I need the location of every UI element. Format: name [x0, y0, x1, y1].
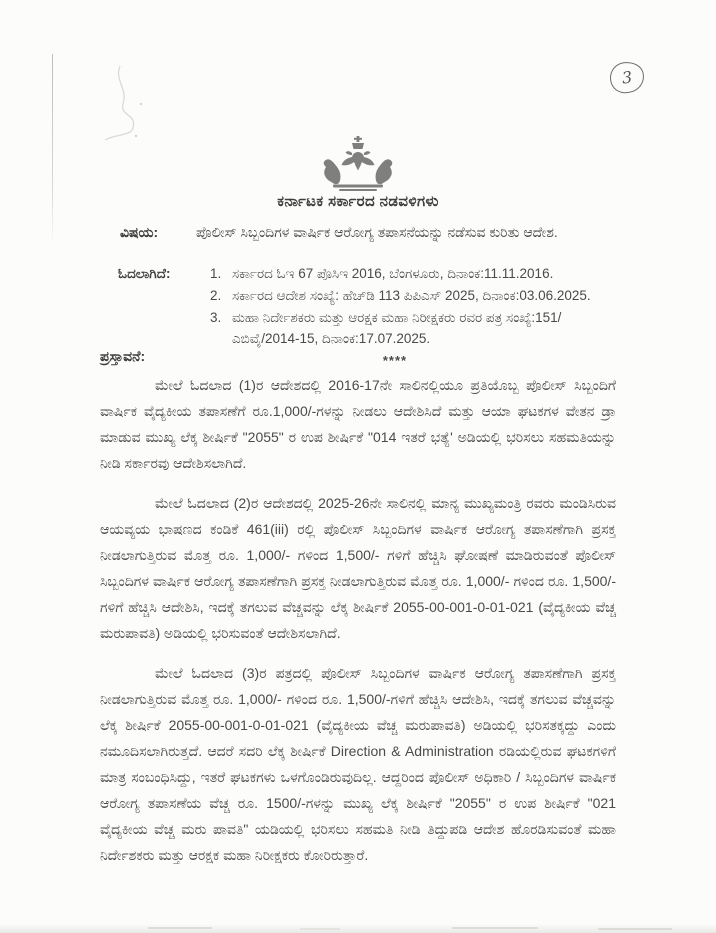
reference-text: ಸರ್ಕಾರದ ಓಇ 67 ಪೊಸಿಇ 2016, ಬೆಂಗಳೂರು, ದಿನಾಂಕ:11.11.2016.: [232, 266, 554, 281]
subject-label: ವಿಷಯ:: [120, 224, 159, 240]
references-block: [118, 263, 618, 371]
document-body: [100, 372, 616, 882]
reference-item: [210, 285, 618, 306]
separator-stars: ****: [382, 353, 408, 368]
reference-text: ಮಹಾ ನಿರ್ದೇಶಕರು ಮತ್ತು ಆರಕ್ಷಕ ಮಹಾ ನಿರೀಕ್ಷಕರು ರವರ ಪತ್ರ ಸಂಖ್ಯೆ:151/ಎಬಿವೈ/2014-15, ದಿನಾಂಕ:17.07.2025.: [232, 310, 562, 346]
paragraph-1: ಮೇಲೆ ಓದಲಾದ (1)ರ ಆದೇಶದಲ್ಲಿ 2016-17ನೇ ಸಾಲಿನಲ್ಲಿಯೂ ಪ್ರತಿಯೊಬ್ಬ ಪೊಲೀಸ್ ಸಿಬ್ಬಂದಿಗೆ ವಾರ್ಷಿಕ ವೈದ್ಯಕೀಯ ತಪಾಸಣೆಗೆ ರೂ.1,000/-ಗಳನ್ನು ನೀಡಲು ಆದೇಶಿಸಿದೆ ಮತ್ತು ಆಯಾ ಘಟಕಗಳ ವೇತನ ಡ್ರಾ ಮಾಡುವ ಮುಖ್ಯ ಲೆಕ್ಕ ಶೀರ್ಷಿಕೆ "2055" ರ ಉಪ ಶೀರ್ಷಿಕೆ "014 ಇತರೆ ಭತ್ಯೆ' ಅಡಿಯಲ್ಲಿ ಭರಿಸಲು ಸಹಮತಿಯನ್ನು ನೀಡಿ ಸರ್ಕಾರವು ಆದೇಶಿಸಲಾಗಿದೆ.: [100, 377, 616, 471]
reference-number: 3.: [210, 310, 222, 325]
paragraph-3: ಮೇಲೆ ಓದಲಾದ (3)ರ ಪತ್ರದಲ್ಲಿ ಪೊಲೀಸ್ ಸಿಬ್ಬಂದಿಗಳ ವಾರ್ಷಿಕ ಆರೋಗ್ಯ ತಪಾಸಣೆಗಾಗಿ ಪ್ರಸಕ್ತ ನೀಡಲಾಗುತ್ತಿರುವ ಮೊತ್ತ ರೂ. 1,000/- ಗಳಿಂದ ರೂ. 1,500/-ಗಳಿಗೆ ಹೆಚ್ಚಿಸಿ ಆದೇಶಿಸಿ, ಇದಕ್ಕೆ ತಗಲುವ ವೆಚ್ಚವನ್ನು ಲೆಕ್ಕ ಶೀರ್ಷಿಕೆ 2055-00-001-0-01-021 (ವೈದ್ಯಕೀಯ ವೆಚ್ಚ ಮರುಪಾವತಿ) ಅಡಿಯಲ್ಲಿ ಭರಿಸತಕ್ಕದ್ದು ಎಂದು ನಮೂದಿಸಲಾಗಿರುತ್ತದೆ. ಆದರೆ ಸದರಿ ಲೆಕ್ಕ ಶೀರ್ಷಿಕೆ Direction & Administration ರಡಿಯಲ್ಲಿರುವ ಘಟಕಗಳಿಗೆ ಮಾತ್ರ ಸಂಬಂಧಿಸಿದ್ದು, ಇತರೆ ಘಟಕಗಳು ಒಳಗೊಂಡಿರುವುದಿಲ್ಲ. ಆದ್ದರಿಂದ ಪೊಲೀಸ್ ಅಧಿಕಾರಿ / ಸಿಬ್ಬಂದಿಗಳ ವಾರ್ಷಿಕ ಆರೋಗ್ಯ ತಪಾಸಣೆಯ ವೆಚ್ಚ ರೂ. 1500/-ಗಳನ್ನು ಮುಖ್ಯ ಲೆಕ್ಕ ಶೀರ್ಷಿಕೆ "2055" ರ ಉಪ ಶೀರ್ಷಿಕೆ "021 ವೈದ್ಯಕೀಯ ವೆಚ್ಚ ಮರು ಪಾವತಿ" ಯಡಿಯಲ್ಲಿ ಭರಿಸಲು ಸಹಮತಿ ನೀಡಿ ತಿದ್ದುಪಡಿ ಆದೇಶ ಹೊರಡಿಸುವಂತೆ ಮಹಾ ನಿರ್ದೇಶಕರು ಮತ್ತು ಆರಕ್ಷಕ ಮಹಾ ನಿರೀಕ್ಷಕರು ಕೋರಿರುತ್ತಾರೆ.: [100, 665, 616, 863]
scan-smudge: [300, 928, 340, 930]
document-title: ಕರ್ನಾಟಕ ಸರ್ಕಾರದ ನಡವಳಿಗಳು: [277, 193, 439, 210]
karnataka-state-emblem-icon: [0, 136, 716, 192]
page-number-text: 3: [620, 67, 634, 88]
scan-smudge: [598, 928, 672, 930]
reference-list: [210, 263, 618, 349]
reference-text: ಸರ್ಕಾರದ ಆದೇಶ ಸಂಖ್ಯೆ: ಹೆಚ್‌ಡಿ 113 ಪಿಪಿಎಸ್ 2025, ದಿನಾಂಕ:03.06.2025.: [232, 288, 591, 303]
subject-text: ಪೊಲೀಸ್ ಸಿಬ್ಬಂದಿಗಳ ವಾರ್ಷಿಕ ಆರೋಗ್ಯ ತಪಾಸನೆಯನ್ನು ನಡೆಸುವ ಕುರಿತು ಆದೇಶ.: [196, 224, 558, 240]
reference-item: [210, 263, 618, 284]
handwritten-page-number: [608, 60, 646, 95]
paragraph-2: ಮೇಲೆ ಓದಲಾದ (2)ರ ಆದೇಶದಲ್ಲಿ 2025-26ನೇ ಸಾಲಿನಲ್ಲಿ ಮಾನ್ಯ ಮುಖ್ಯಮಂತ್ರಿ ರವರು ಮಂಡಿಸಿರುವ ಆಯವ್ಯಯ ಭಾಷಣದ ಕಂಡಿಕೆ 461(iii) ರಲ್ಲಿ ಪೊಲೀಸ್ ಸಿಬ್ಬಂದಿಗಳ ವಾರ್ಷಿಕ ಆರೋಗ್ಯ ತಪಾಸಣೆಗಾಗಿ ಪ್ರಸಕ್ತ ನೀಡಲಾಗುತ್ತಿರುವ ಮೊತ್ತ ರೂ. 1,000/- ಗಳಿಂದ 1,500/- ಗಳಿಗೆ ಹೆಚ್ಚಿಸಿ ಘೋಷಣೆ ಮಾಡಿರುವಂತೆ ಪೊಲೀಸ್ ಸಿಬ್ಬಂದಿಗಳ ವಾರ್ಷಿಕ ಆರೋಗ್ಯ ತಪಾಸಣೆಗಾಗಿ ಪ್ರಸಕ್ತ ನೀಡಲಾಗುತ್ತಿರುವ ಮೊತ್ತ ರೂ. 1,000/- ಗಳಿಂದ ರೂ. 1,500/- ಗಳಿಗೆ ಹೆಚ್ಚಿಸಿ ಆದೇಶಿಸಿ, ಇದಕ್ಕೆ ತಗಲುವ ವೆಚ್ಚವನ್ನು ಲೆಕ್ಕ ಶೀರ್ಷಿಕೆ 2055-00-001-0-01-021 (ವೈದ್ಯಕೀಯ ವೆಚ್ಚ ಮರುಪಾವತಿ) ಅಡಿಯಲ್ಲಿ ಭರಿಸುವಂತೆ ಆದೇಶಿಸಲಾಗಿದೆ.: [100, 495, 616, 641]
scan-smudge: [148, 927, 212, 929]
reference-number: 2.: [210, 288, 222, 303]
reference-number: 1.: [210, 266, 222, 281]
read-label: ಓದಲಾಗಿದೆ:: [118, 266, 171, 281]
scan-smudge: [452, 927, 538, 929]
preamble-heading: ಪ್ರಸ್ತಾವನೆ:: [100, 348, 146, 364]
reference-item: [210, 307, 618, 349]
subject-block: [120, 221, 614, 243]
